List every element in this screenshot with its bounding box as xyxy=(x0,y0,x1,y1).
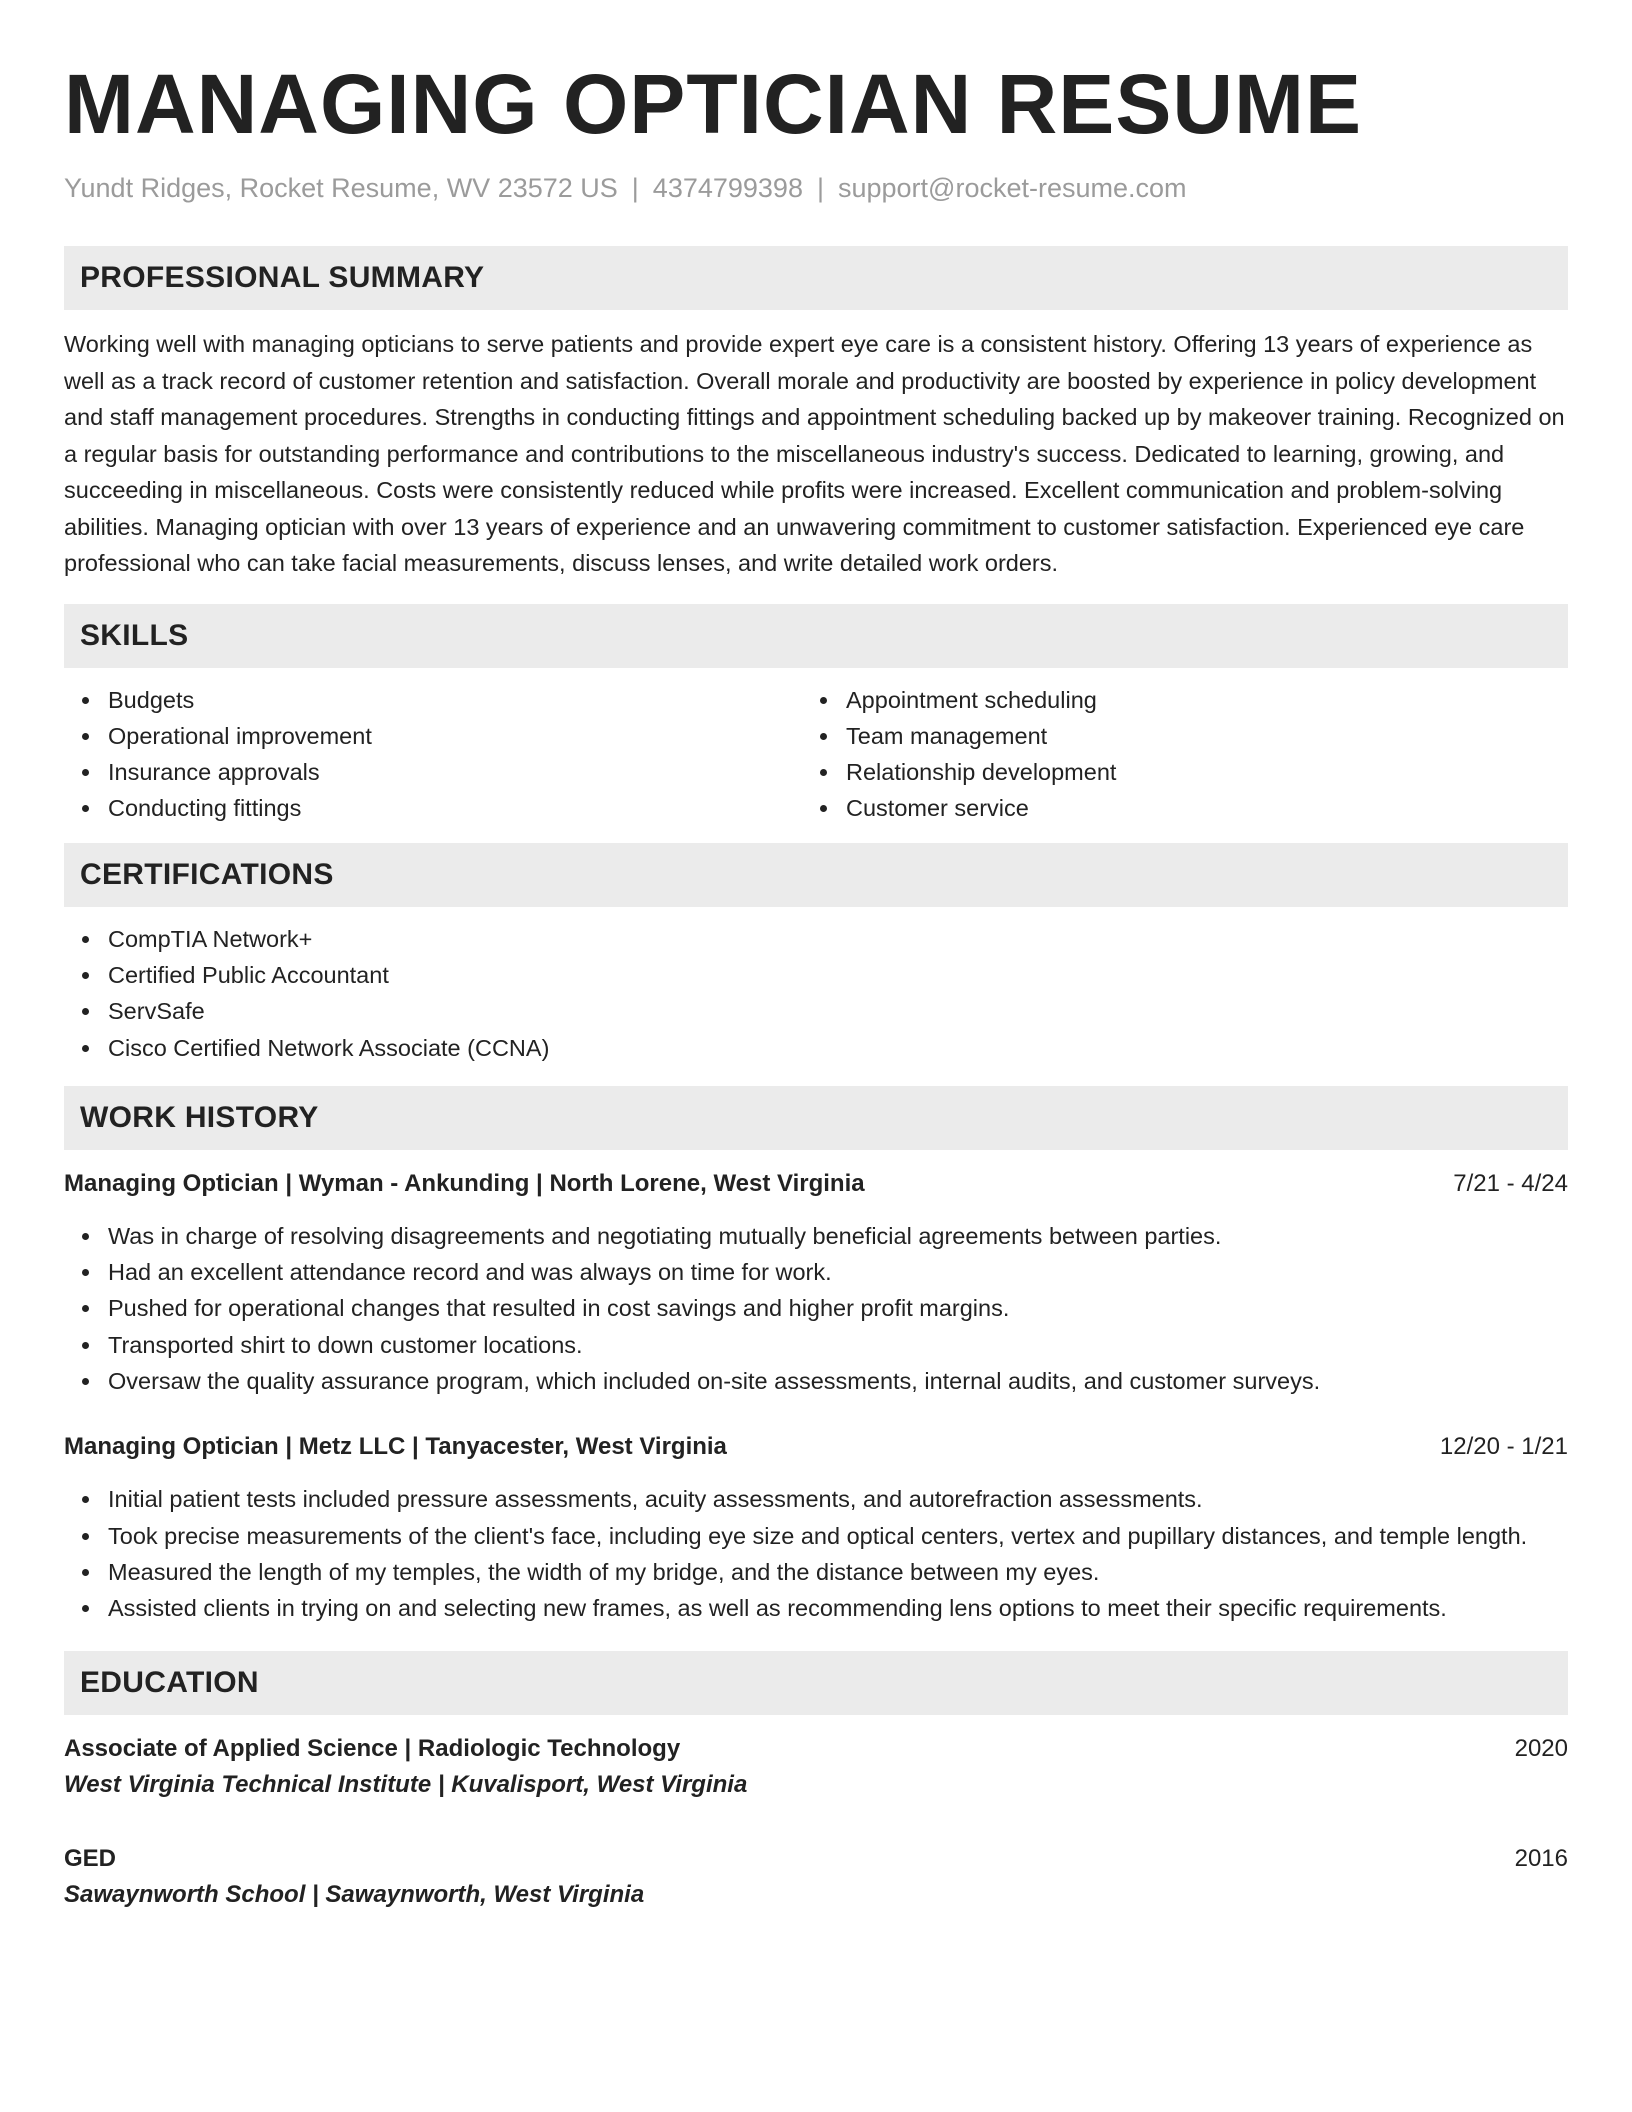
certification-item: Certified Public Accountant xyxy=(64,957,1568,993)
section-heading-work-history: WORK HISTORY xyxy=(64,1086,1568,1150)
education-school: West Virginia Technical Institute | Kuvalisport, West Virginia xyxy=(64,1770,748,1798)
skills-column-right xyxy=(802,682,1540,827)
skill-item: Appointment scheduling xyxy=(802,682,1540,718)
job-bullet: Initial patient tests included pressure assessments, acuity assessments, and autorefraction assessments. xyxy=(64,1481,1568,1517)
certification-item: ServSafe xyxy=(64,993,1568,1029)
job-header xyxy=(64,1429,1568,1465)
education-entry xyxy=(64,1841,1568,1913)
skill-item: Conducting fittings xyxy=(64,790,802,826)
job-header xyxy=(64,1166,1568,1202)
job-bullets xyxy=(64,1218,1568,1399)
job-entry xyxy=(64,1166,1568,1399)
job-bullet: Measured the length of my temples, the width of my bridge, and the distance between my eyes. xyxy=(64,1554,1568,1590)
section-heading-summary: PROFESSIONAL SUMMARY xyxy=(64,246,1568,310)
skill-item: Budgets xyxy=(64,682,802,718)
skill-item: Relationship development xyxy=(802,754,1540,790)
contact-line xyxy=(64,170,1568,206)
resume-title: MANAGING OPTICIAN RESUME xyxy=(64,57,1363,151)
job-dates: 7/21 - 4/24 xyxy=(1453,1169,1568,1197)
skill-item: Team management xyxy=(802,718,1540,754)
skill-item: Operational improvement xyxy=(64,718,802,754)
summary-text: Working well with managing opticians to serve patients and provide expert eye care is a consistent history. Offering 13 years of experience as well as a track record of customer retention and satisfaction. Overall morale and productivity are boosted by experience in policy development and staff management procedures. Strengths in conducting fittings and appointment scheduling backed up by makeover training. Recognized on a regular basis for outstanding performance and contributions to the miscellaneous industry's success. Dedicated to learning, growing, and succeeding in miscellaneous. Costs were consistently reduced while profits were increased. Excellent communication and problem-solving abilities. Managing optician with over 13 years of experience and an unwavering commitment to customer satisfaction. Experienced eye care professional who can take facial measurements, discuss lenses, and write detailed work orders. xyxy=(64,331,1565,576)
job-bullet: Had an excellent attendance record and was always on time for work. xyxy=(64,1254,1568,1290)
certification-item: Cisco Certified Network Associate (CCNA) xyxy=(64,1030,1568,1066)
skill-item: Customer service xyxy=(802,790,1540,826)
certifications-section xyxy=(64,843,1568,1066)
skill-item: Insurance approvals xyxy=(64,754,802,790)
contact-separator: | xyxy=(816,173,824,203)
education-entry xyxy=(64,1731,1568,1803)
skills-column-left xyxy=(64,682,802,827)
summary-section xyxy=(64,246,1568,582)
certifications-list xyxy=(64,921,1568,1066)
job-title: Managing Optician | Wyman - Ankunding | North Lorene, West Virginia xyxy=(64,1169,865,1197)
skills-section xyxy=(64,604,1568,827)
education-school: Sawaynworth School | Sawaynworth, West Virginia xyxy=(64,1880,645,1908)
job-bullet: Was in charge of resolving disagreements and negotiating mutually beneficial agreements between parties. xyxy=(64,1218,1568,1254)
education-header xyxy=(64,1731,1568,1767)
education-year: 2016 xyxy=(1514,1844,1568,1872)
job-bullet: Oversaw the quality assurance program, which included on-site assessments, internal audits, and customer surveys. xyxy=(64,1363,1568,1399)
education-degree: GED xyxy=(64,1844,117,1872)
job-title: Managing Optician | Metz LLC | Tanyacester, West Virginia xyxy=(64,1433,727,1461)
job-entry xyxy=(64,1429,1568,1626)
work-history-section xyxy=(64,1086,1568,1627)
contact-separator: | xyxy=(631,173,639,203)
section-heading-certifications: CERTIFICATIONS xyxy=(64,843,1568,907)
section-heading-education: EDUCATION xyxy=(64,1651,1568,1715)
job-dates: 12/20 - 1/21 xyxy=(1439,1433,1568,1461)
education-header xyxy=(64,1841,1568,1877)
skills-grid xyxy=(64,682,1568,827)
contact-phone: 4374799398 xyxy=(652,173,803,203)
job-bullets xyxy=(64,1481,1568,1626)
job-bullet: Took precise measurements of the client's face, including eye size and optical centers, vertex and pupillary distances, and temple length. xyxy=(64,1518,1568,1554)
section-heading-skills: SKILLS xyxy=(64,604,1568,668)
certification-item: CompTIA Network+ xyxy=(64,921,1568,957)
education-section xyxy=(64,1651,1568,1913)
job-bullet: Pushed for operational changes that resulted in cost savings and higher profit margins. xyxy=(64,1290,1568,1326)
education-degree: Associate of Applied Science | Radiologic Technology xyxy=(64,1734,681,1762)
job-bullet: Transported shirt to down customer locations. xyxy=(64,1327,1568,1363)
contact-address: Yundt Ridges, Rocket Resume, WV 23572 US xyxy=(64,173,618,203)
contact-email: support@rocket-resume.com xyxy=(837,173,1187,203)
education-year: 2020 xyxy=(1514,1734,1568,1762)
job-bullet: Assisted clients in trying on and selecting new frames, as well as recommending lens options to meet their specific requirements. xyxy=(64,1590,1568,1626)
